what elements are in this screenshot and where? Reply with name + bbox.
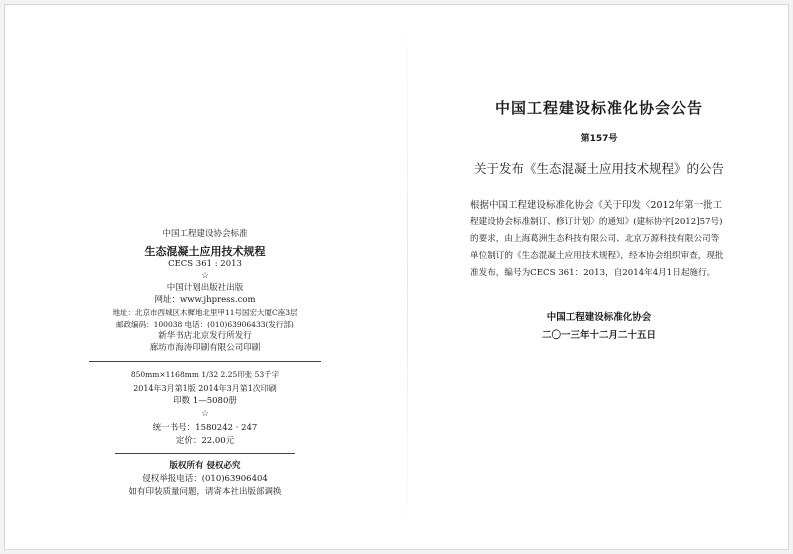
signature-org: 中国工程建设标准化协会 [546, 312, 652, 323]
imprint-isbn: 统一书号：1580242 · 247 [152, 423, 258, 433]
announcement-number: 第157号 [580, 134, 618, 144]
imprint-print-run: 印数 1—5080册 [173, 396, 237, 406]
imprint-org: 中国工程建设协会标准 [162, 229, 248, 239]
imprint-hotline: 侵权举报电话：(010)63906404 [142, 474, 268, 484]
body-line: 的要求，由上海葛洲生态科技有限公司、北京万源科技有限公司等 [470, 234, 720, 244]
imprint-spec-edition: 2014年3月第1版 2014年3月第1次印刷 [133, 384, 277, 393]
body-line: 准发布，编号为CECS 361：2013，自2014年4月1日起施行。 [470, 268, 716, 278]
signature-date: 二〇一三年十二月二十五日 [541, 330, 656, 341]
page-gutter [407, 13, 408, 541]
imprint-spec-format: 850mm×1168mm 1/32 2.25印张 53千字 [130, 370, 280, 379]
imprint-code: CECS 361 : 2013 [168, 259, 242, 269]
body-line: 程建设协会标准制订、修订计划〉的通知》(建标协字[2012]57号) [470, 217, 723, 227]
imprint-star-2: ☆ [201, 409, 209, 419]
left-page-imprint [5, 5, 405, 549]
announcement-title: 中国工程建设标准化协会公告 [494, 99, 703, 117]
announcement-body [470, 197, 760, 282]
imprint-rights: 版权所有 侵权必究 [169, 461, 241, 471]
imprint-star: ☆ [201, 271, 209, 281]
imprint-publisher: 中国计划出版社出版 [166, 283, 244, 293]
announcement-subtitle: 关于发布《生态混凝土应用技术规程》的公告 [473, 161, 724, 176]
imprint-divider-top [89, 361, 321, 362]
imprint-divider-bottom [115, 453, 295, 454]
imprint-title: 生态混凝土应用技术规程 [144, 245, 266, 258]
body-line: 单位制订的《生态混凝土应用技术规程》，经本协会组织审查，现批 [470, 251, 724, 261]
right-page-announcement [410, 5, 788, 549]
imprint-price: 定价：22.00元 [175, 436, 235, 446]
imprint-website: 网址：www.jhpress.com [154, 295, 256, 305]
book-spread [4, 4, 789, 550]
imprint-distributor: 新华书店北京发行所发行 [158, 331, 252, 341]
imprint-postal: 邮政编码：100038 电话：(010)63906433(发行部) [116, 320, 294, 329]
imprint-address: 地址：北京市西城区木樨地北里甲11号国宏大厦C座3层 [112, 308, 298, 317]
imprint-notice: 如有印装质量问题，请寄本社出版部调换 [128, 487, 282, 497]
imprint-printer: 廊坊市海涛印刷有限公司印刷 [149, 343, 261, 353]
body-line: 根据中国工程建设标准化协会《关于印发〈2012年第一批工 [470, 200, 723, 211]
